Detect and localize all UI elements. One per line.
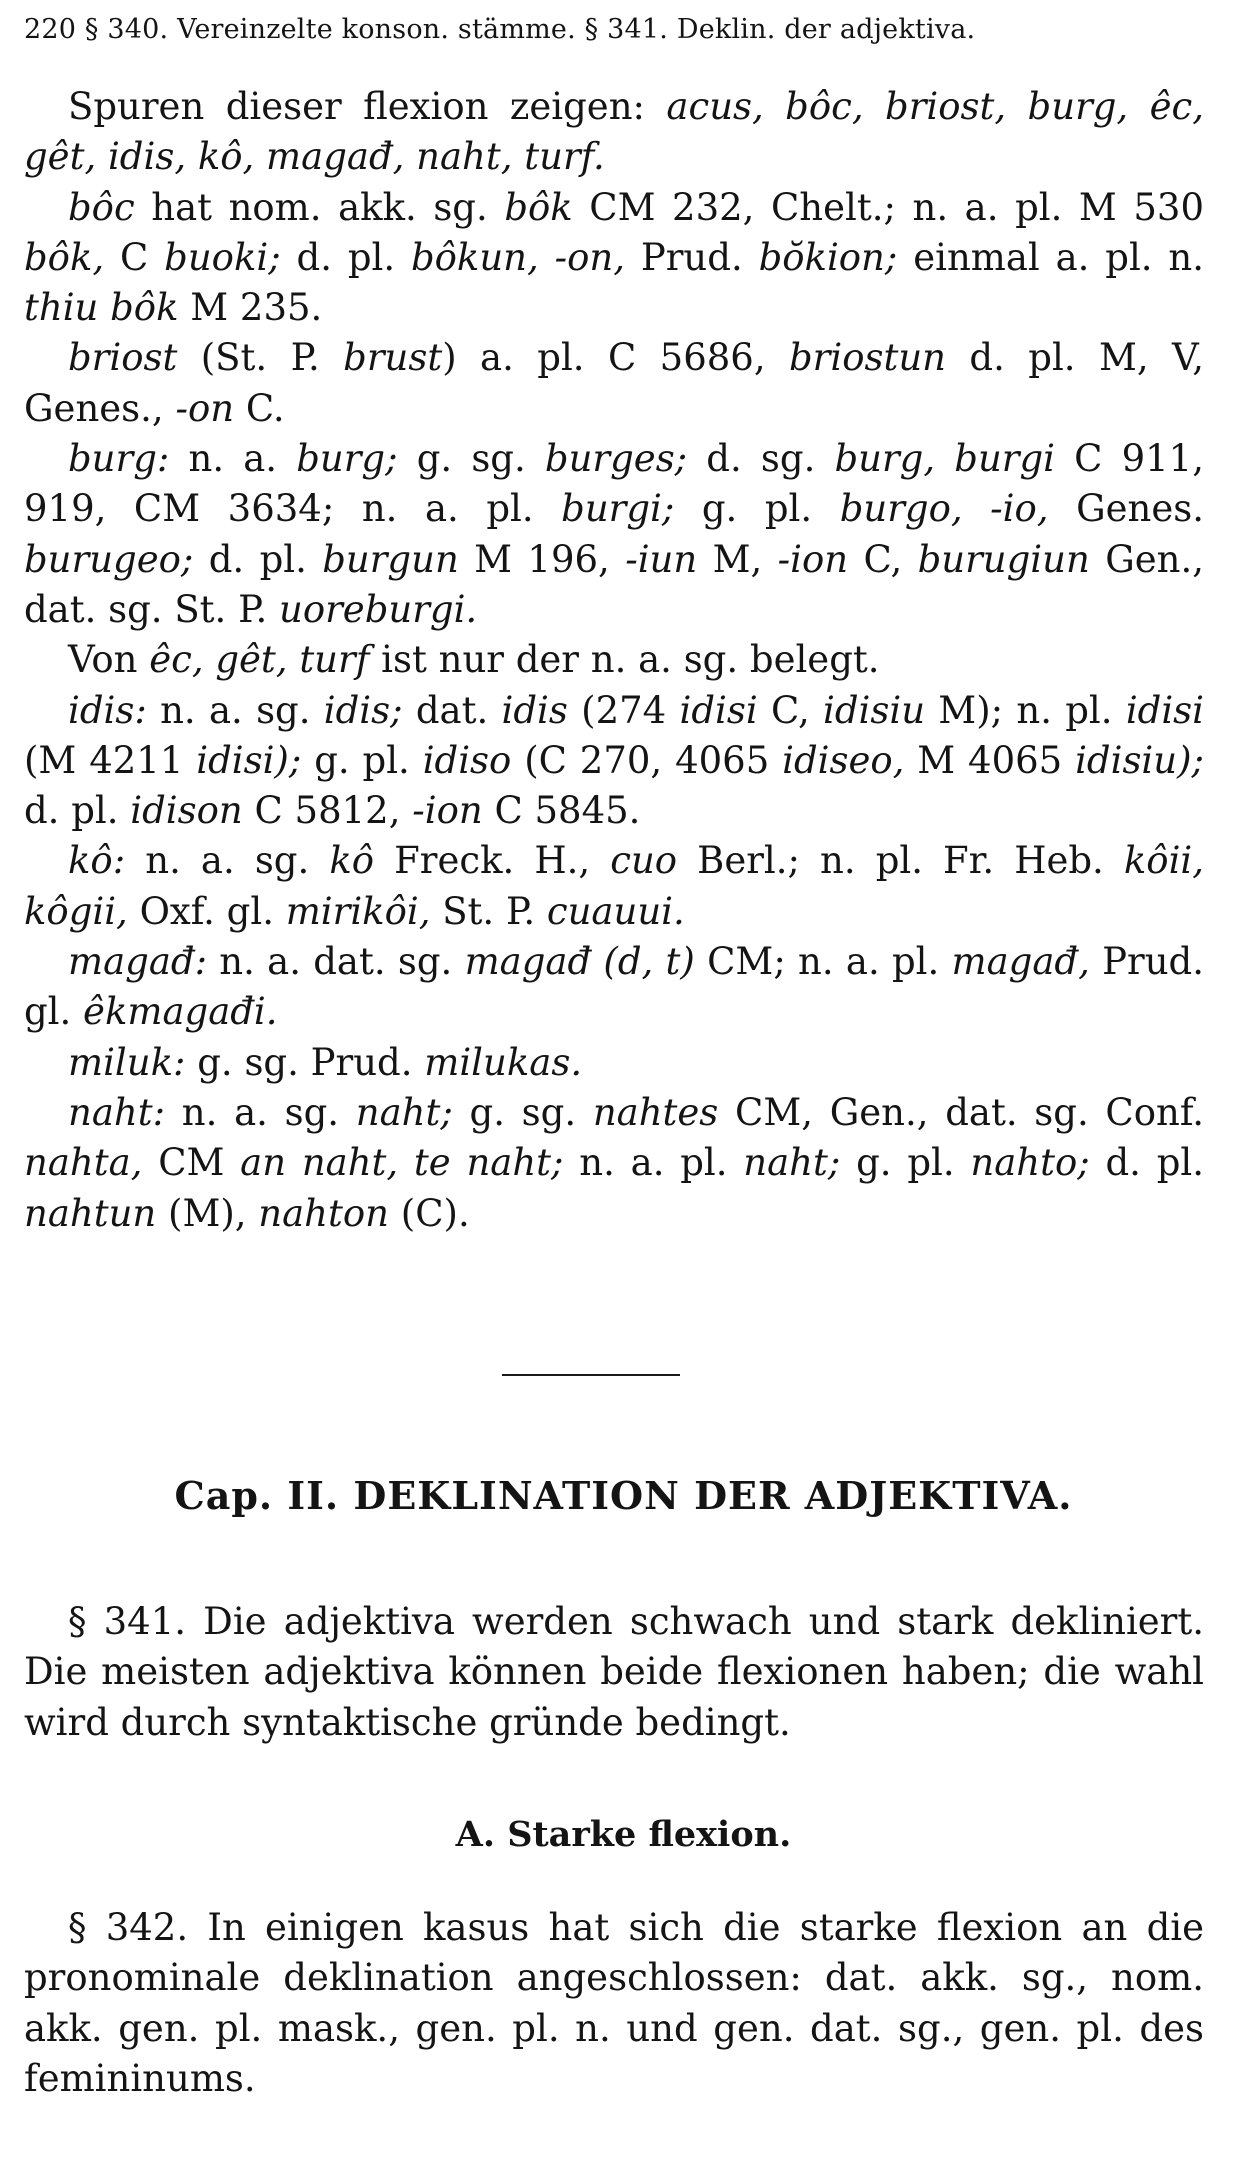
- paragraph-magad: magađ: n. a. dat. sg. magađ (d, t) CM; n. a. pl. magađ, Prud. gl. êkmagađi.: [24, 940, 1204, 1034]
- running-head: 220 § 340. Vereinzelte konson. stämme. § 341. Deklin. der adjektiva.: [24, 14, 976, 45]
- section-340-body: [24, 82, 1204, 1239]
- section-341-body: [24, 1597, 1204, 1748]
- paragraph-burg: burg: n. a. burg; g. sg. burges; d. sg. burg, burgi C 911, 919, CM 3634; n. a. pl. burgi; g. pl. burgo, -io, Genes. burugeo; d. pl. burgun M 196, -iun M, -ion C, burugiun Gen., dat. sg. St. P. uoreburgi.: [24, 437, 1204, 631]
- section-divider: [502, 1374, 680, 1376]
- paragraph-ec: Von êc, gêt, turf ist nur der n. a. sg. belegt.: [68, 638, 880, 682]
- paragraph-boc: bôc hat nom. akk. sg. bôk CM 232, Chelt.; n. a. pl. M 530 bôk, C buoki; d. pl. bôkun, -on, Prud. bŏkion; einmal a. pl. n. thiu bôk M 235.: [24, 185, 1204, 330]
- paragraph-idis: idis: n. a. sg. idis; dat. idis (274 idisi C, idisiu M); n. pl. idisi (M 4211 idisi); g. pl. idiso (C 270, 4065 idiseo, M 4065 idisiu); d. pl. idison C 5812, -ion C 5845.: [24, 688, 1204, 833]
- paragraph-342: § 342. In einigen kasus hat sich die starke flexion an die pronominale deklination angeschlossen: dat. akk. sg., nom. akk. gen. pl. mask., gen. pl. n. und gen. dat. sg., gen. pl. des femininums.: [24, 1906, 1204, 2100]
- paragraph-intro: Spuren dieser flexion zeigen: acus, bôc, briost, burg, êc, gêt, idis, kô, magađ, naht, turf.: [24, 85, 1204, 179]
- section-342-body: [24, 1903, 1204, 2104]
- paragraph-341: § 341. Die adjektiva werden schwach und stark dekliniert. Die meisten adjektiva können beide flexionen haben; die wahl wird durch syntaktische gründe bedingt.: [24, 1600, 1204, 1744]
- chapter-heading: Cap. II. DEKLINATION DER ADJEKTIVA.: [174, 1473, 1073, 1518]
- paragraph-naht: naht: n. a. sg. naht; g. sg. nahtes CM, Gen., dat. sg. Conf. nahta, CM an naht, te naht; n. a. pl. naht; g. pl. nahto; d. pl. nahtun (M), nahton (C).: [24, 1090, 1204, 1235]
- paragraph-ko: kô: n. a. sg. kô Freck. H., cuo Berl.; n. pl. Fr. Heb. kôii, kôgii, Oxf. gl. mirikôi, St. P. cuauui.: [24, 839, 1205, 933]
- paragraph-miluk: miluk: g. sg. Prud. milukas.: [68, 1040, 583, 1084]
- subsection-heading: A. Starke flexion.: [455, 1814, 792, 1855]
- paragraph-briost: briost (St. P. brust) a. pl. C 5686, briostun d. pl. M, V, Genes., -on C.: [24, 336, 1205, 430]
